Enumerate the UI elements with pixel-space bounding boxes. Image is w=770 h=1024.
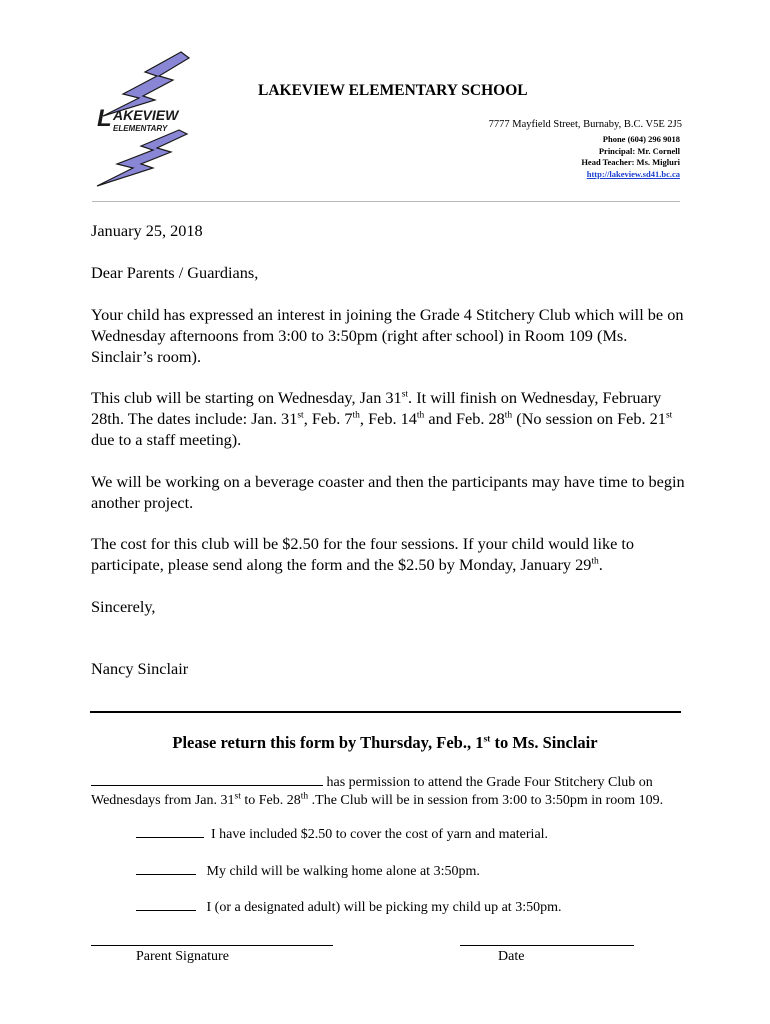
signature-date-label: Date (498, 949, 525, 964)
option-payment-checkline[interactable] (136, 824, 204, 838)
para4-text-a: The cost for this club will be $2.50 for the four sessions. If your child would like to participate, please send along the form and the $2.50 by Monday, January 29 (91, 534, 635, 574)
form-option-walking (136, 861, 480, 880)
form-divider (90, 711, 681, 713)
option-walking-label: My child will be walking home alone at 3:50pm. (206, 864, 480, 879)
para2-sup-d: th (416, 410, 425, 421)
logo-initial: L (97, 105, 112, 132)
para2-text-d: , Feb. 14 (359, 409, 417, 428)
para2-text-a: This club will be starting on Wednesday, Jan 31 (91, 388, 402, 407)
form-title (0, 733, 770, 753)
permission-sup-b: th (300, 791, 309, 802)
school-phone: Phone (604) 296 9018 (602, 134, 680, 144)
letter-signer: Nancy Sinclair (91, 659, 189, 678)
permission-statement (91, 772, 711, 810)
logo-name: AKEVIEW (113, 107, 179, 123)
letter-closing: Sincerely, (91, 597, 156, 616)
para2-sup-c: th (352, 410, 360, 421)
permission-sup-a: st (234, 791, 241, 802)
para2-text-c: , Feb. 7 (303, 409, 353, 428)
letter-paragraph-4 (91, 533, 691, 575)
para2-sup-a: st (401, 389, 409, 400)
para4-sup-a: th (591, 556, 599, 567)
para4-text-b: . (598, 555, 603, 574)
school-address: 7777 Mayfield Street, Burnaby, B.C. V5E 2J5 (488, 119, 682, 130)
option-pickup-checkline[interactable] (136, 897, 196, 911)
para2-sup-b: st (297, 410, 304, 421)
permission-text-a: has permission to attend the Grade Four Stitchery Club on Wednesdays from Jan. 31 (91, 775, 653, 808)
para2-text-f: (No session on Feb. 21 (512, 409, 666, 428)
lightning-bolt-icon (93, 50, 193, 188)
option-payment-label: I have included $2.50 to cover the cost of yarn and material. (211, 827, 549, 842)
logo-subtitle: ELEMENTARY (113, 124, 168, 133)
permission-text-c: .The Club will be in session from 3:00 to 3:50pm in room 109. (308, 793, 664, 808)
letter-date: January 25, 2018 (91, 221, 203, 240)
form-title-text-b: to Ms. Sinclair (490, 733, 598, 752)
school-head-teacher: Head Teacher: Ms. Migluri (581, 157, 680, 167)
letter-paragraph-1: Your child has expressed an interest in joining the Grade 4 Stitchery Club which will be on Wednesday afternoons from 3:00 to 3:50pm (right after school) in Room 109 (Ms. Sinclair’s room). (91, 305, 684, 366)
para2-sup-f: st (665, 410, 673, 421)
para2-text-e: and Feb. 28 (424, 409, 505, 428)
letter-greeting: Dear Parents / Guardians, (91, 263, 259, 282)
form-title-text-a: Please return this form by Thursday, Feb., 1 (172, 733, 484, 752)
logo-bolt-bottom (97, 130, 187, 186)
para2-sup-e: th (504, 410, 513, 421)
form-title-sup: st (483, 734, 491, 745)
signature-date-field[interactable] (460, 945, 634, 946)
child-name-field[interactable] (91, 772, 323, 786)
permission-text-b: to Feb. 28 (240, 793, 301, 808)
form-option-payment (136, 824, 548, 843)
parent-signature-field[interactable] (91, 945, 333, 946)
school-website-link[interactable]: http://lakeview.sd41.bc.ca (586, 169, 680, 179)
school-name: LAKEVIEW ELEMENTARY SCHOOL (258, 82, 528, 99)
letter-paragraph-2 (91, 387, 691, 450)
para2-text-g: due to a staff meeting). (91, 430, 242, 449)
letterhead-divider (92, 201, 680, 202)
letter-paragraph-3: We will be working on a beverage coaster and then the participants may have time to begin another project. (91, 472, 685, 512)
parent-signature-label: Parent Signature (136, 949, 229, 964)
form-option-pickup (136, 897, 561, 916)
option-walking-checkline[interactable] (136, 861, 196, 875)
school-principal: Principal: Mr. Cornell (598, 146, 680, 156)
para2-text-b: . It will finish on Wednesday, February 28th. The dates include: Jan. 31 (91, 388, 662, 428)
option-pickup-label: I (or a designated adult) will be picking my child up at 3:50pm. (206, 900, 562, 915)
